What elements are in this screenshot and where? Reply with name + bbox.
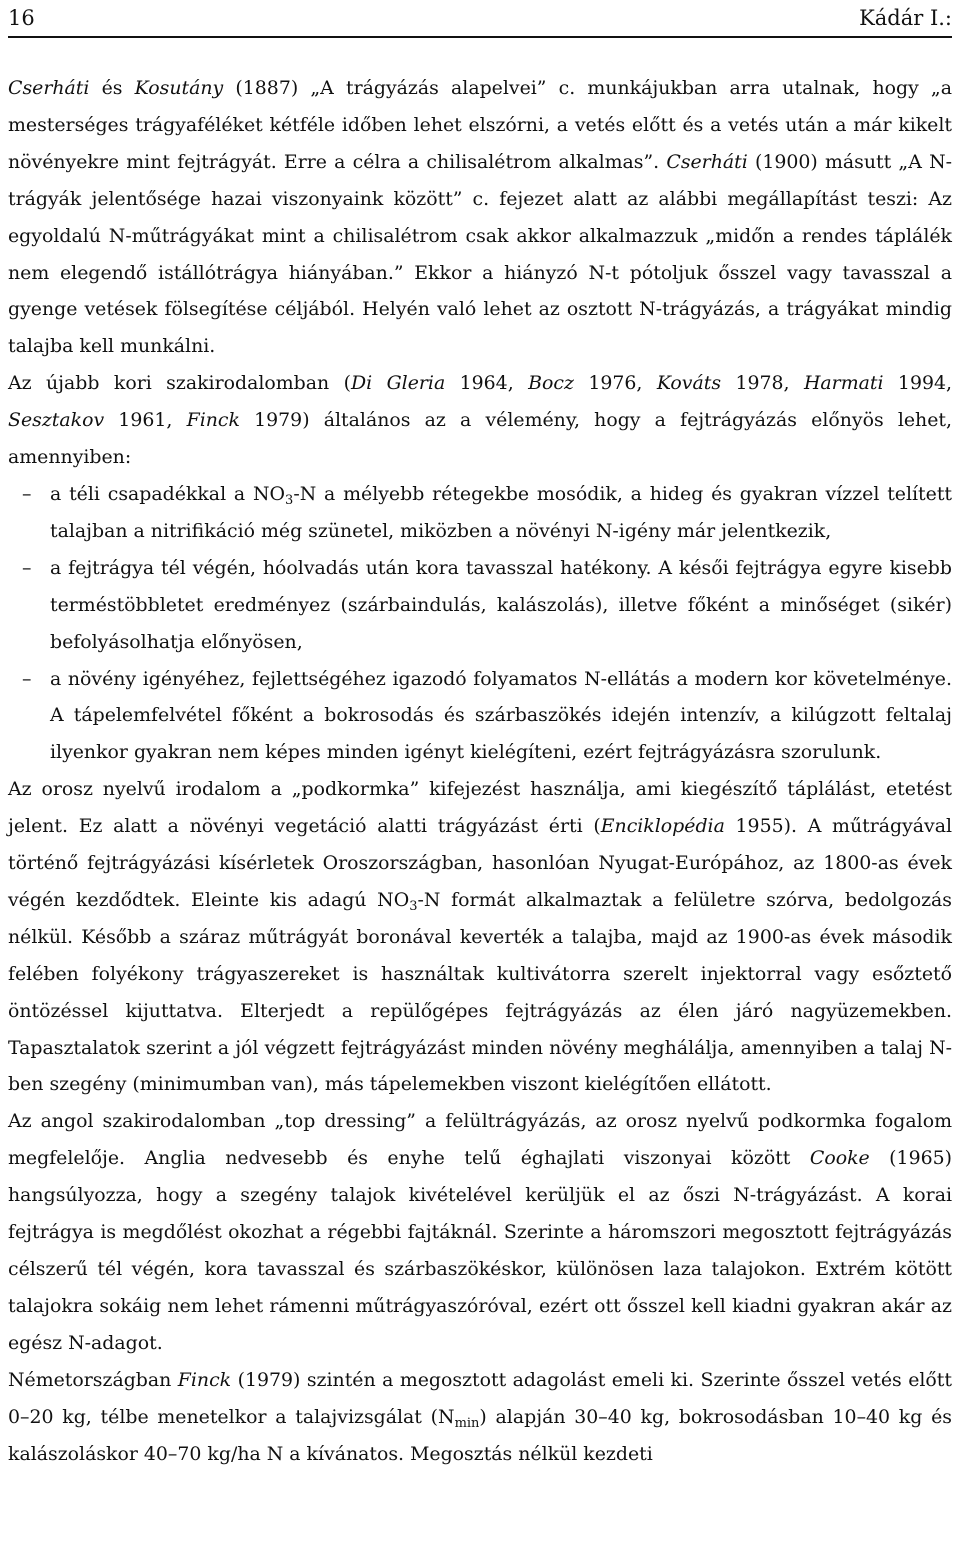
subscript: 3 — [285, 492, 294, 508]
author-name: Kováts — [656, 372, 722, 395]
author-name: Cserháti — [8, 77, 90, 99]
text-run: a téli csapadékkal a NO — [50, 482, 286, 505]
text-run: 1979) általános az a vélemény, hogy a fejtrágyázás előnyös lehet, amennyiben: — [8, 409, 953, 469]
author-name: Sesztakov — [8, 409, 105, 432]
text-run: ) alapján 30–40 kg, bokrosodásban 10–40 kg és kalászoláskor 40–70 kg/ha N a kívánatos. Megosztás nélkül kezdeti — [8, 1405, 952, 1465]
text-run: és — [89, 77, 135, 99]
text-run: (1887) „A trágyázás alapelvei” c. munkájukban arra utalnak, hogy „a mesterséges trágyaféléket kétféle időben lehet elszórni, a vetés előtt és a vetés után a már kikelt növényekre mint fejtrágyát. Erre a célra a chilisalétrom alkalmas”. — [8, 77, 952, 173]
paragraph-2 — [8, 365, 952, 476]
text-run: 1955). A műtrágyával történő fejtrágyázási kísérletek Oroszországban, hasonlóan Nyugat-Európához, az 1800-as évek végén kezdődtek. Eleinte kis adagú NO — [8, 815, 952, 911]
text-run: a növény igényéhez, fejlettségéhez igazodó folyamatos N-ellátás a modern kor követelménye. A tápelemfelvétel főként a bokrosodás és szárbaszökés idején intenzív, a kilúgzott feltalaj ilyenkor gyakran nem képes minden igényt kielégíteni, ezért fejtrágyázásra szorulunk. — [50, 667, 952, 764]
text-run: Az újabb kori szakirodalomban ( — [8, 372, 351, 395]
page-number: 16 — [8, 6, 35, 30]
author-name: Harmati — [803, 372, 884, 395]
body-text — [8, 70, 952, 1472]
text-run: (1979) szintén a megosztott adagolást emeli ki. Szerinte ősszel vetés előtt 0–20 kg, télbe menetelkor a talajvizsgálat (N — [8, 1368, 952, 1428]
list-item — [8, 661, 952, 772]
page-header — [8, 0, 952, 38]
author-name: Kosutány — [134, 77, 224, 99]
text-run: (1965) hangsúlyozza, hogy a szegény talajok kivételével kerüljük el az őszi N-trágyázást. A korai fejtrágya is megdőlést okozhat a régebbi fajtáknál. Szerinte a háromszori megosztott fejtrágyázás célszerű tél végén, kora tavasszal és szárbaszökéskor, különösen laza talajokon. Extrém kötött talajokra sokáig nem lehet rámenni műtrágyaszóróval, ezért ott ősszel kell kiadni gyakran akár az egész N-adagot. — [8, 1147, 952, 1354]
dash-bullet: – — [22, 667, 32, 690]
text-run: 1976, — [573, 372, 657, 395]
text-run: -N formát alkalmaztak a felületre szórva, bedolgozás nélkül. Később a száraz műtrágyát boronával keverték a talajba, majd az 1900-as évek második felében folyékony trágyaszereket is használtak kultivátorra szerelt injektorral vagy esőztető öntözéssel kijuttatva. Elterjedt a repülőgépes fejtrágyázás az élen járó nagyüzemekben. Tapasztalatok szerint a jól végzett fejtrágyázást minden növény meghálálja, amennyiben a talaj N-ben szegény (minimumban van), más tápelemekben viszont kielégítően ellátott. — [8, 888, 952, 1096]
paragraph-5 — [8, 1362, 952, 1473]
subscript: min — [454, 1415, 480, 1431]
subscript: 3 — [409, 898, 418, 914]
text-run: (1900) másutt „A N-trágyák jelentősége hazai viszonyaink között” c. fejezet alatt az alábbi megállapítást teszi: Az egyoldalú N-műtrágyákat mint a chilisalétrom csak akkor alkalmazzuk „midőn a rendes táplálék nem elegendő istállótrágya hiányában.” Ekkor a hiányzó N-t pótoljuk ősszel vagy tavasszal a gyenge vetések fölsegítése céljából. Helyén való lehet az osztott N-trágyázás, a trágyákat mindig talajba kell munkálni. — [8, 150, 952, 358]
conditions-list — [8, 476, 952, 771]
list-item — [8, 550, 952, 661]
text-run: 1994, — [883, 372, 953, 395]
text-run: a fejtrágya tél végén, hóolvadás után kora tavasszal hatékony. A késői fejtrágya egyre kisebb terméstöbbletet eredményez (szárbaindulás, kalászolás), illetve főként a minőséget (sikér) befolyásolhatja előnyösen, — [50, 556, 952, 653]
text-run: -N a mélyebb rétegekbe mosódik, a hideg és gyakran vízzel telített talajban a nitrifikáció még szünetel, miközben a növényi N-igény már jelentkezik, — [50, 482, 953, 542]
text-run: 1964, — [445, 372, 529, 395]
author-name: Cserháti — [666, 150, 748, 173]
text-run: 1978, — [721, 372, 804, 395]
author-name: Di Gleria — [350, 372, 446, 395]
list-item — [8, 476, 952, 550]
author-name: Bocz — [528, 372, 574, 395]
paragraph-4 — [8, 1103, 952, 1361]
paragraph-1 — [8, 70, 952, 365]
text-run: Az angol szakirodalomban „top dressing” a felültrágyázás, az orosz nyelvű podkormka fogalom megfelelője. Anglia nedvesebb és enyhe telű éghajlati viszonyai között — [8, 1110, 952, 1170]
paragraph-3 — [8, 771, 952, 1103]
dash-bullet: – — [22, 482, 32, 505]
author-name: Finck — [186, 409, 240, 432]
author-name: Finck — [177, 1368, 232, 1391]
author-name: Cooke — [809, 1147, 870, 1170]
running-head: Kádár I.: — [859, 6, 952, 30]
dash-bullet: – — [22, 556, 32, 579]
text-run: 1961, — [104, 409, 187, 432]
source-title: Enciklopédia — [600, 815, 725, 838]
text-run: Németországban — [8, 1368, 178, 1391]
text-run: Az orosz nyelvű irodalom a „podkormka” kifejezést használja, ami kiegészítő táplálást, etetést jelent. Ez alatt a növényi vegetáció alatti trágyázást érti ( — [8, 778, 952, 838]
